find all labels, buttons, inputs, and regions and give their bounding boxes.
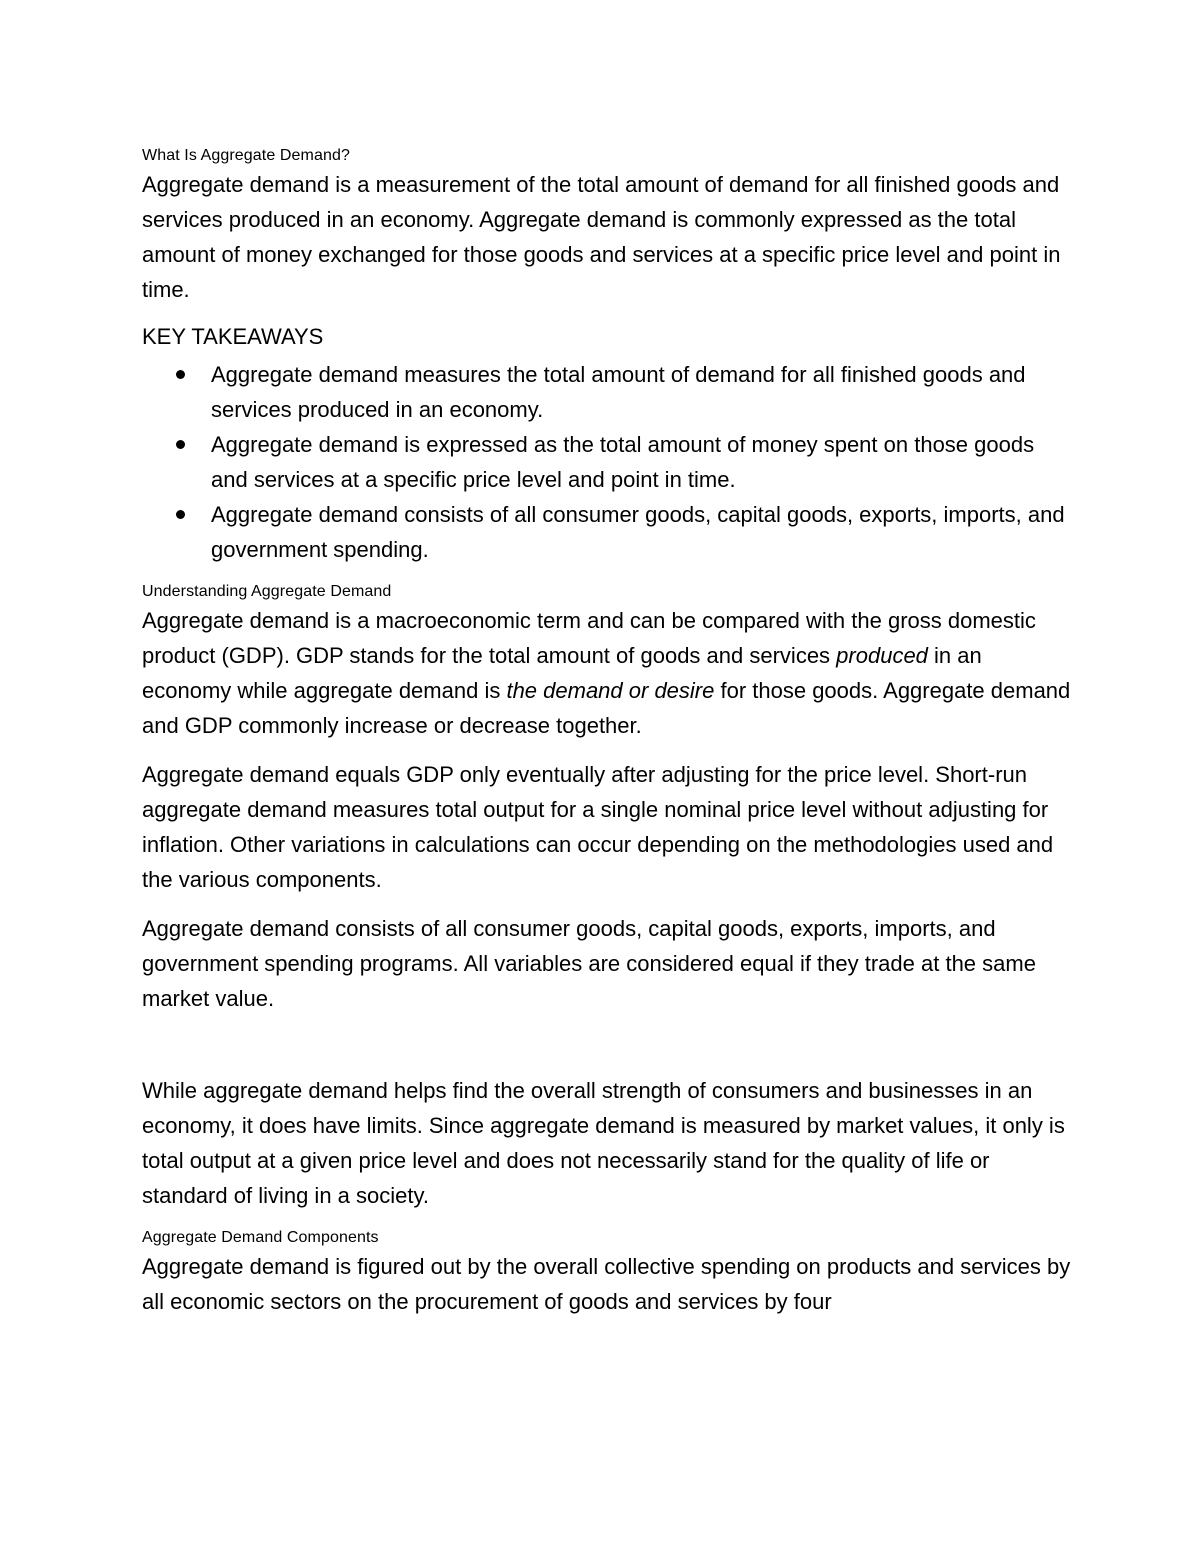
text-run: in an economy while aggregate demand is <box>142 643 982 703</box>
takeaway-text: Aggregate demand consists of all consumer goods, capital goods, exports, imports, and government spending. <box>211 502 1065 562</box>
understanding-paragraph-1 <box>142 603 1072 743</box>
takeaway-item <box>142 427 1072 497</box>
components-paragraph: Aggregate demand is figured out by the overall collective spending on products and services by all economic sectors on the procurement of goods and services by four <box>142 1254 1071 1314</box>
emphasis-produced: produced <box>836 643 928 668</box>
bullet-icon <box>176 510 185 519</box>
takeaway-item <box>142 357 1072 427</box>
bullet-icon <box>176 440 185 449</box>
takeaway-item <box>142 497 1072 567</box>
text-run: Aggregate demand is a macroeconomic term and can be compared with the gross domestic product (GDP). GDP stands for the total amount of goods and services <box>142 608 1036 668</box>
understanding-paragraph-2: Aggregate demand equals GDP only eventually after adjusting for the price level. Short-run aggregate demand measures total output for a single nominal price level without adjusting for inflation. Other variations in calculations can occur depending on the methodologies used and the various components. <box>142 762 1054 892</box>
section-heading-components: Aggregate Demand Components <box>142 1229 379 1246</box>
section-heading-what-is: What Is Aggregate Demand? <box>142 147 350 164</box>
section-heading-understanding: Understanding Aggregate Demand <box>142 583 392 600</box>
understanding-paragraph-3: Aggregate demand consists of all consumer goods, capital goods, exports, imports, and government spending programs. All variables are considered equal if they trade at the same market value. <box>142 916 1036 1011</box>
text-run: for those goods. Aggregate demand and GDP commonly increase or decrease together. <box>142 678 1071 738</box>
takeaway-text: Aggregate demand measures the total amount of demand for all finished goods and services produced in an economy. <box>211 362 1026 422</box>
document-page <box>142 145 1072 1319</box>
emphasis-demand-or-desire: the demand or desire <box>506 678 715 703</box>
understanding-paragraph-4: While aggregate demand helps find the overall strength of consumers and businesses in an economy, it does have limits. Since aggregate demand is measured by market values, it only is total output at a given price level and does not necessarily stand for the quality of life or standard of living in a society. <box>142 1078 1065 1208</box>
key-takeaways-title: KEY TAKEAWAYS <box>142 324 324 349</box>
bullet-icon <box>176 370 185 379</box>
intro-paragraph: Aggregate demand is a measurement of the total amount of demand for all finished goods and services produced in an economy. Aggregate demand is commonly expressed as the total amount of money exchanged for those goods and services at a specific price level and point in time. <box>142 172 1061 302</box>
takeaway-text: Aggregate demand is expressed as the total amount of money spent on those goods and services at a specific price level and point in time. <box>211 432 1035 492</box>
key-takeaways-list <box>142 357 1072 567</box>
